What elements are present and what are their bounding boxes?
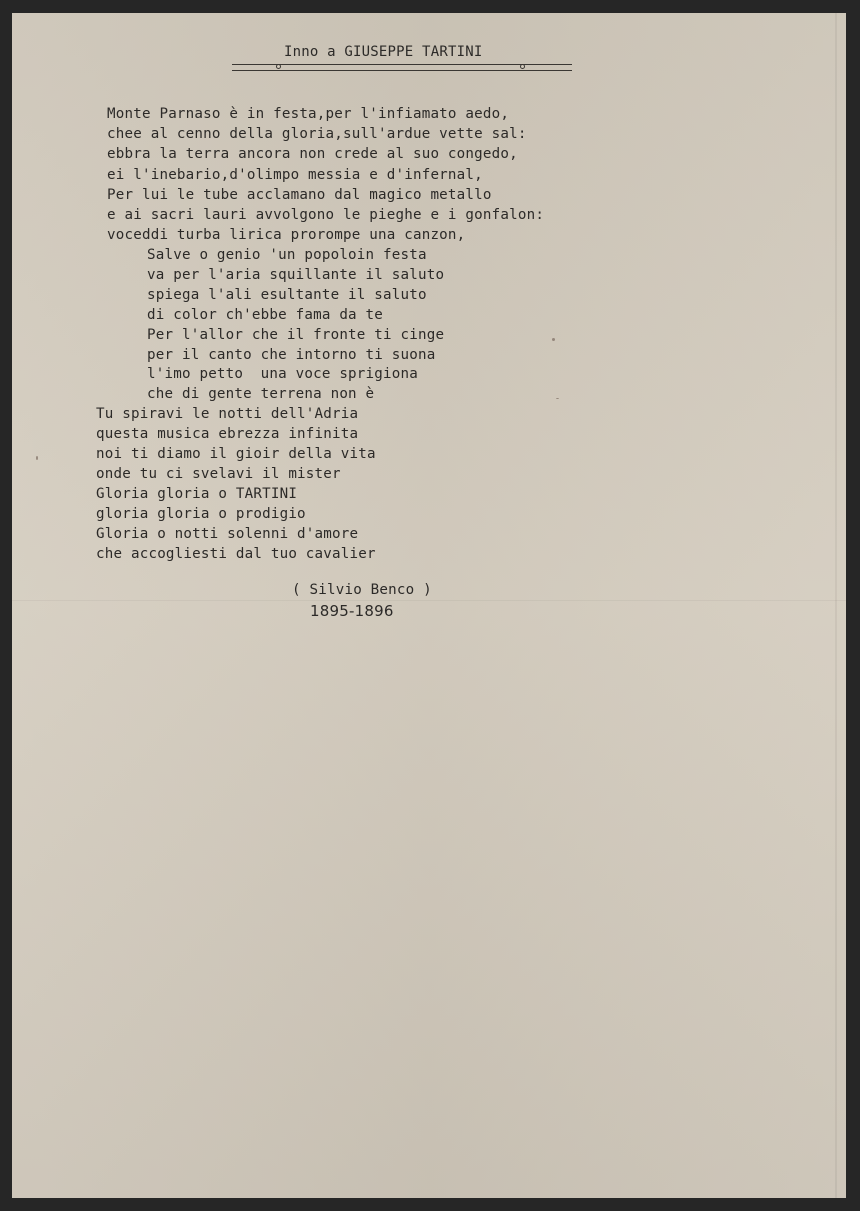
poem-line: voceddi turba lirica prorompe una canzon, [107,227,466,244]
title-underline [232,64,572,71]
poem-line: Monte Parnaso è in festa,per l'infiamato aedo, [107,106,510,122]
poem-line: Tu spiravi le notti dell'Adria [96,406,359,422]
paper-speck [556,398,559,399]
poem-line: l'imo petto una voce sprigiona [147,366,418,383]
poem-line: va per l'aria squillante il saluto [147,266,445,283]
poem-title: Inno a GIUSEPPE TARTINI [284,44,483,60]
poem-line: chee al cenno della gloria,sull'ardue vette sal: [107,126,527,143]
paper-speck [552,338,555,341]
poem-line: che accogliesti dal tuo cavalier [96,546,376,562]
poem-years: 1895-1896 [310,602,394,620]
poem-line: che di gente terrena non è [147,386,375,403]
poem-line: spiega l'ali esultante il saluto [147,286,427,303]
poem-line: per il canto che intorno ti suona [147,346,436,363]
poem-line: onde tu ci svelavi il mister [96,466,341,482]
poem-line: noi ti diamo il gioir della vita [96,446,376,462]
paper-speck [36,456,38,460]
poem-line: Gloria gloria o TARTINI [96,486,298,502]
poem-line: gloria gloria o prodigio [96,506,306,522]
poem-line: di color ch'ebbe fama da te [147,306,384,323]
poem-line: ei l'inebario,d'olimpo messia e d'infernal, [107,166,483,183]
paper-fold [835,13,837,1198]
paper-crease [12,600,846,601]
poem-line: e ai sacri lauri avvolgono le pieghe e i gonfalon: [107,207,545,223]
poem-line: Salve o genio 'un popoloin festa [147,247,427,263]
poem-author: ( Silvio Benco ) [292,582,432,598]
poem-line: Gloria o notti solenni d'amore [96,526,359,542]
poem-line: questa musica ebrezza infinita [96,426,359,442]
poem-line: Per l'allor che il fronte ti cinge [147,326,445,343]
poem-line: ebbra la terra ancora non crede al suo congedo, [107,146,518,163]
poem-line: Per lui le tube acclamano dal magico metallo [107,186,492,203]
